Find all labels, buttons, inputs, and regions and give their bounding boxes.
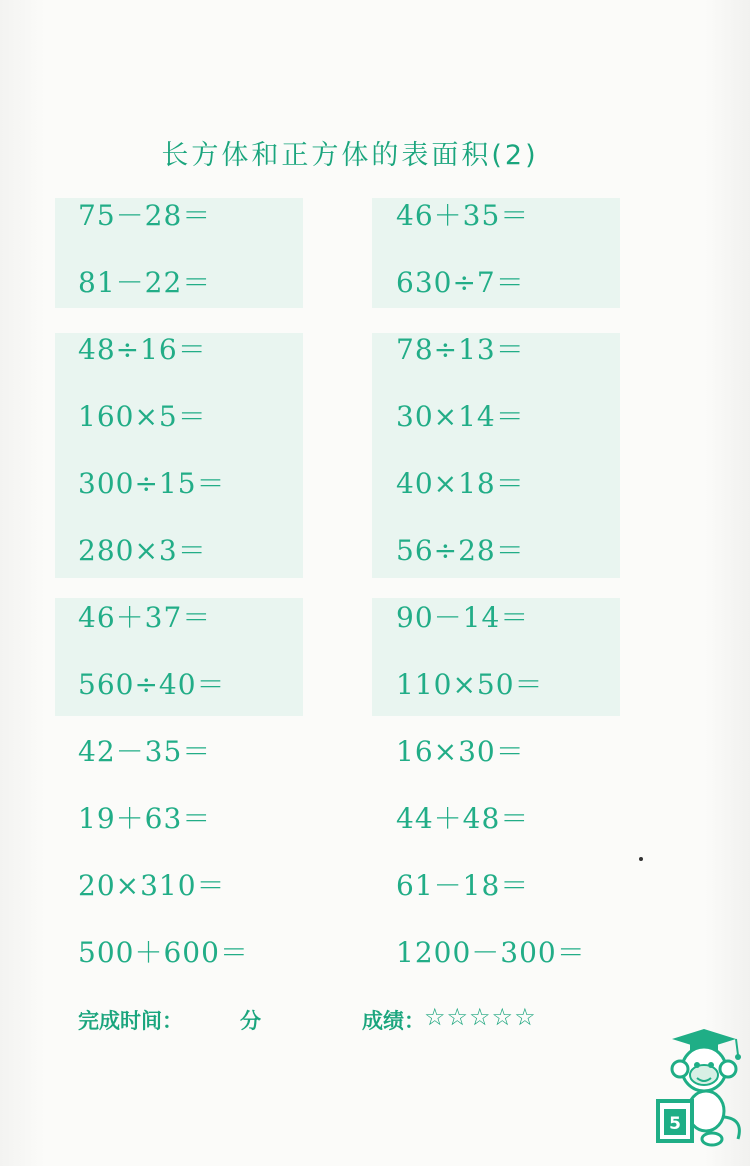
monkey-mascot-icon: [652, 1027, 746, 1151]
math-problem: 61－18＝: [396, 869, 530, 902]
math-problem: 46＋37＝: [78, 601, 212, 634]
minutes-unit: 分: [240, 1009, 261, 1033]
math-problem: 40×18＝: [396, 467, 525, 500]
page-title: 长方体和正方体的表面积(2): [161, 140, 539, 171]
math-problem: 300÷15＝: [78, 467, 226, 500]
math-problem: 500＋600＝: [78, 936, 249, 969]
problem-column-right: [396, 196, 586, 1000]
math-problem: 81－22＝: [78, 266, 212, 299]
math-problem: 1200－300＝: [396, 936, 586, 969]
math-problem: 630÷7＝: [396, 266, 525, 299]
math-problem: 48÷16＝: [78, 333, 207, 366]
math-problem: 56÷28＝: [396, 534, 525, 567]
math-problem: 160×5＝: [78, 400, 207, 433]
math-problem: 46＋35＝: [396, 199, 530, 232]
math-problem: 90－14＝: [396, 601, 530, 634]
math-problem: 30×14＝: [396, 400, 525, 433]
completion-time-label: 完成时间：: [78, 1009, 183, 1033]
math-problem: 20×310＝: [78, 869, 226, 902]
math-problem: 280×3＝: [78, 534, 207, 567]
math-problem: 44＋48＝: [396, 802, 530, 835]
footer: [78, 1005, 638, 1039]
print-speck: [639, 857, 643, 861]
math-problem: 16×30＝: [396, 735, 525, 768]
score-label: 成绩：: [362, 1009, 425, 1033]
math-problem: 110×50＝: [396, 668, 544, 701]
math-problem: 42－35＝: [78, 735, 212, 768]
math-problem: 560÷40＝: [78, 668, 226, 701]
math-problem: 19＋63＝: [78, 802, 212, 835]
page-number: 5: [669, 1114, 681, 1134]
star-rating[interactable]: ☆☆☆☆☆: [424, 1003, 537, 1031]
problem-column-left: [78, 196, 249, 1000]
math-problem: 75－28＝: [78, 199, 212, 232]
math-problem: 78÷13＝: [396, 333, 525, 366]
